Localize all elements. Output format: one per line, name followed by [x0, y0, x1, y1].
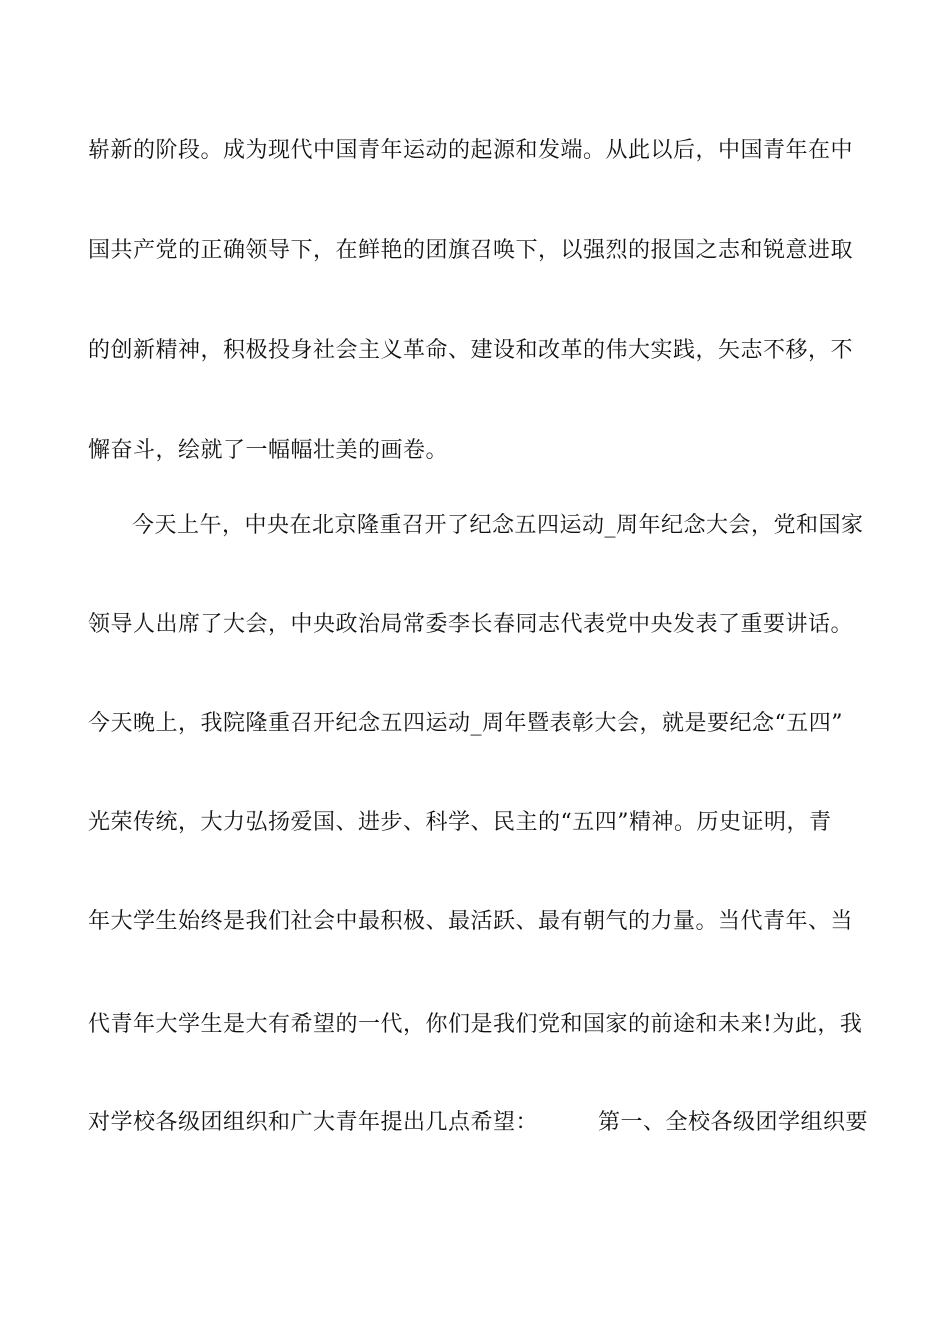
text-line-11 — [88, 1108, 878, 1138]
text-line-11-head: 对学校各级团组织和广大青年提出几点希望： — [88, 1110, 539, 1135]
text-line-3: 的创新精神，积极投身社会主义革命、建设和改革的伟大实践，矢志不移，不 — [88, 338, 854, 363]
text-line-8: 光荣传统，大力弘扬爱国、进步、科学、民主的“五四”精神。历史证明，青 — [88, 810, 832, 835]
text-line-9: 年大学生始终是我们社会中最积极、最活跃、最有朝气的力量。当代青年、当 — [88, 909, 854, 934]
text-line-2: 国共产党的正确领导下，在鲜艳的团旗召唤下，以强烈的报国之志和锐意进取 — [88, 238, 854, 263]
text-line-11-tail: 第一、全校各级团学组织要 — [598, 1110, 869, 1135]
text-line-1: 崭新的阶段。成为现代中国青年运动的起源和发端。从此以后，中国青年在中 — [88, 138, 854, 163]
text-line-7: 今天晚上，我院隆重召开纪念五四运动_周年暨表彰大会，就是要纪念“五四” — [88, 711, 843, 736]
text-line-6: 领导人出席了大会，中央政治局常委李长春同志代表党中央发表了重要讲话。 — [88, 612, 854, 637]
text-line-10: 代青年大学生是大有希望的一代，你们是我们党和国家的前途和未来!为此，我 — [88, 1012, 863, 1037]
text-line-5-paragraph-start: 今天上午，中央在北京隆重召开了纪念五四运动_周年纪念大会，党和国家 — [132, 513, 864, 538]
text-line-4: 懈奋斗，绘就了一幅幅壮美的画卷。 — [88, 438, 449, 463]
